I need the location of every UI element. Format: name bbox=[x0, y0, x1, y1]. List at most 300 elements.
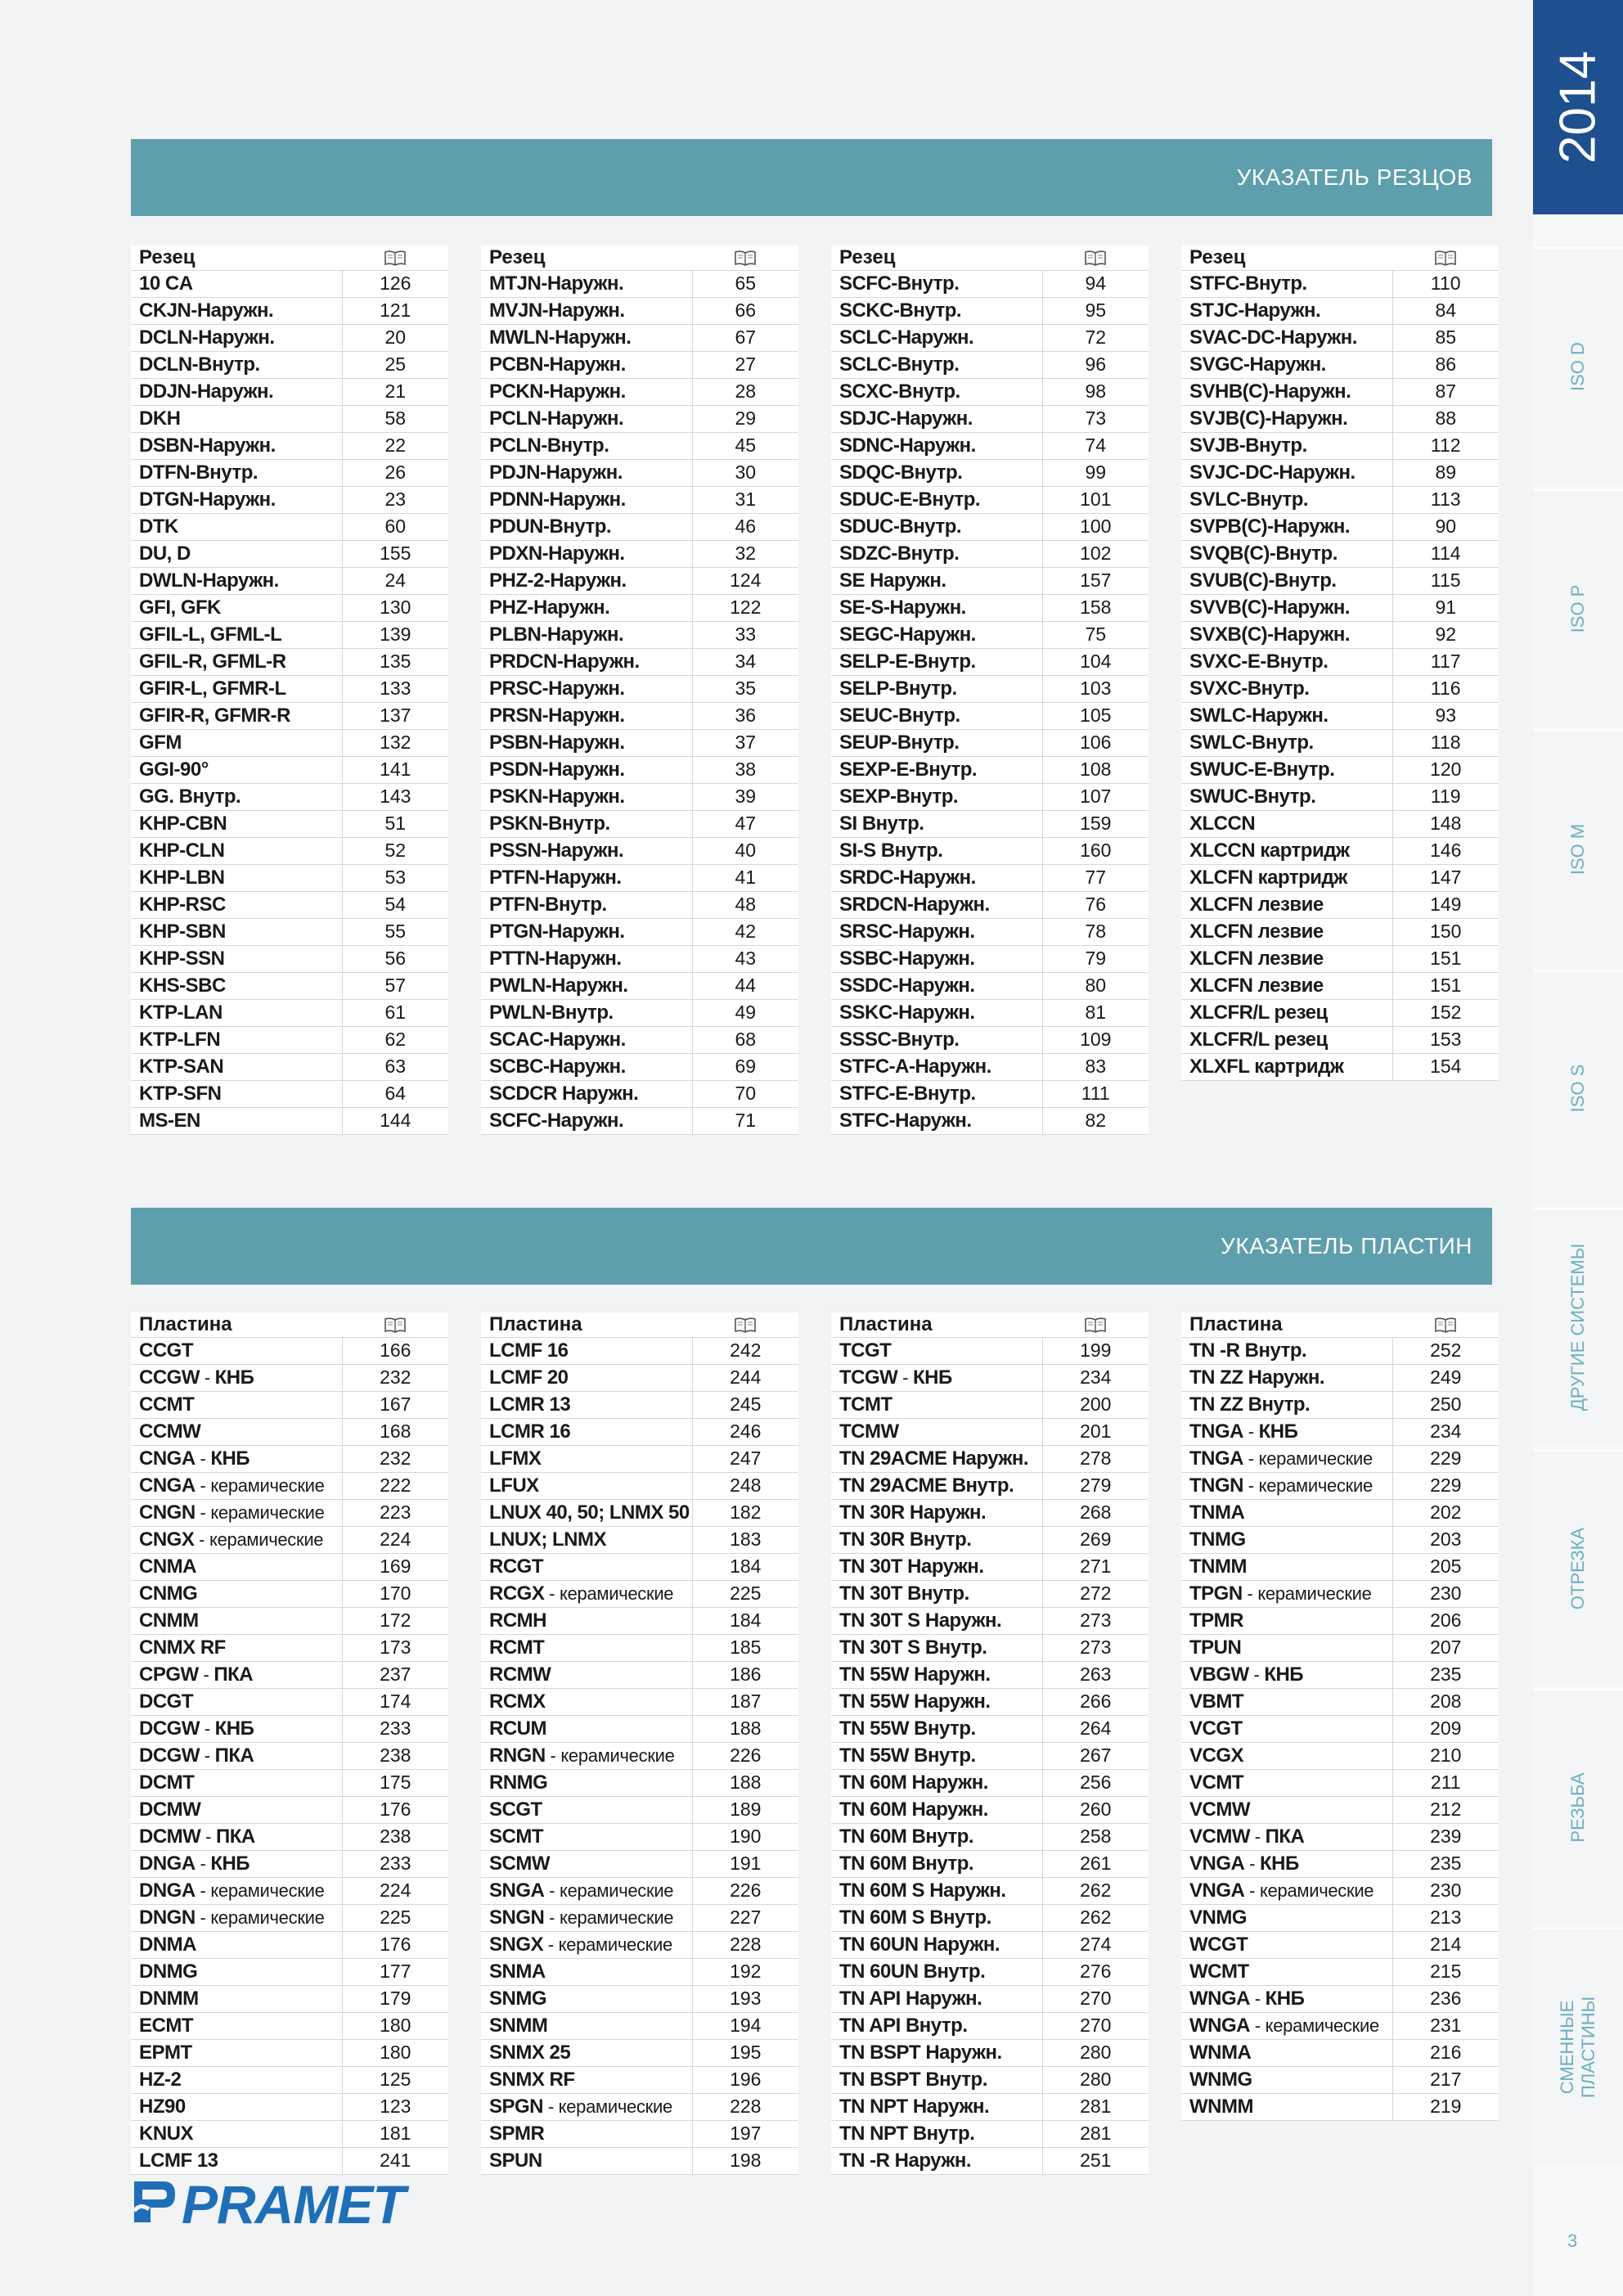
item-page: 232 bbox=[342, 1445, 448, 1472]
item-page: 41 bbox=[692, 864, 798, 891]
table-row bbox=[831, 1661, 1149, 1688]
table-row bbox=[831, 864, 1149, 891]
table-row bbox=[481, 540, 798, 567]
table-row bbox=[131, 945, 448, 972]
item-name: SRDC-Наружн. bbox=[831, 864, 1042, 891]
table-row bbox=[831, 1053, 1149, 1080]
item-name: SDQC-Внутр. bbox=[831, 459, 1042, 486]
column-header: Резец bbox=[1181, 245, 1392, 270]
table-row bbox=[131, 297, 448, 324]
item-page: 269 bbox=[1042, 1526, 1149, 1553]
item-page: 219 bbox=[1392, 2093, 1499, 2120]
item-name: CNMA bbox=[131, 1553, 342, 1580]
sidebar bbox=[1533, 0, 1623, 2296]
item-page: 30 bbox=[692, 459, 798, 486]
table-row bbox=[1181, 513, 1499, 540]
table-row bbox=[481, 405, 798, 432]
table-row bbox=[131, 1769, 448, 1796]
table-row bbox=[831, 2147, 1149, 2174]
item-name: DSBN-Наружн. bbox=[131, 432, 342, 459]
sidebar-tab-7[interactable] bbox=[1533, 1928, 1623, 2165]
table-row bbox=[831, 1715, 1149, 1742]
item-page: 84 bbox=[1392, 297, 1499, 324]
insert-index-banner bbox=[131, 1208, 1492, 1285]
item-name: TN 30R Наружн. bbox=[831, 1499, 1042, 1526]
book-icon bbox=[692, 245, 798, 270]
item-name: TN 60M S Внутр. bbox=[831, 1904, 1042, 1931]
item-page: 181 bbox=[342, 2120, 448, 2147]
item-name: PDXN-Наружн. bbox=[481, 540, 692, 567]
table-row bbox=[831, 648, 1149, 675]
item-name: XLXFL картридж bbox=[1181, 1053, 1392, 1080]
item-name: SSSC-Внутр. bbox=[831, 1026, 1042, 1053]
item-page: 36 bbox=[692, 702, 798, 729]
table-row bbox=[131, 2147, 448, 2174]
item-name: SDUC-E-Внутр. bbox=[831, 486, 1042, 513]
item-material: керамические bbox=[560, 1745, 675, 1766]
item-name: SELP-Внутр. bbox=[831, 675, 1042, 702]
item-name: SEUP-Внутр. bbox=[831, 729, 1042, 756]
item-page: 78 bbox=[1042, 918, 1149, 945]
item-name: MVJN-Наружн. bbox=[481, 297, 692, 324]
item-page: 228 bbox=[692, 2093, 798, 2120]
item-name: XLCFN лезвие bbox=[1181, 918, 1392, 945]
item-page: 55 bbox=[342, 918, 448, 945]
item-page: 167 bbox=[342, 1391, 448, 1418]
table-row bbox=[481, 621, 798, 648]
table-row bbox=[131, 1472, 448, 1499]
item-name: XLCFR/L резец bbox=[1181, 999, 1392, 1026]
item-page: 180 bbox=[342, 2012, 448, 2039]
item-name: GGI-90° bbox=[131, 756, 342, 783]
year-label: 2014 bbox=[1549, 51, 1607, 164]
item-name: SVPB(C)-Наружн. bbox=[1181, 513, 1392, 540]
item-name: DCGW - ПКА bbox=[131, 1742, 342, 1769]
sidebar-tab-label: ISO S bbox=[1567, 1064, 1588, 1113]
table-row bbox=[1181, 1634, 1499, 1661]
item-name: TCGT bbox=[831, 1337, 1042, 1364]
item-page: 123 bbox=[342, 2093, 448, 2120]
table-row bbox=[481, 837, 798, 864]
item-page: 281 bbox=[1042, 2093, 1149, 2120]
table-row bbox=[131, 783, 448, 810]
item-page: 168 bbox=[342, 1418, 448, 1445]
item-page: 113 bbox=[1392, 486, 1499, 513]
item-page: 279 bbox=[1042, 1472, 1149, 1499]
item-page: 226 bbox=[692, 1877, 798, 1904]
item-name: XLCFN лезвие bbox=[1181, 945, 1392, 972]
item-page: 43 bbox=[692, 945, 798, 972]
item-page: 272 bbox=[1042, 1580, 1149, 1607]
item-name: 10 CA bbox=[131, 270, 342, 297]
table-row bbox=[831, 1026, 1149, 1053]
item-name: TN 60UN Наружн. bbox=[831, 1931, 1042, 1958]
table-row bbox=[1181, 1769, 1499, 1796]
table-row bbox=[831, 702, 1149, 729]
item-page: 271 bbox=[1042, 1553, 1149, 1580]
table-row bbox=[831, 432, 1149, 459]
item-page: 276 bbox=[1042, 1958, 1149, 1985]
table-row bbox=[481, 2066, 798, 2093]
table-row bbox=[1181, 270, 1499, 297]
item-page: 273 bbox=[1042, 1607, 1149, 1634]
table-row bbox=[481, 297, 798, 324]
item-name: VCMW - ПКА bbox=[1181, 1823, 1392, 1850]
item-name: TN 60M S Наружн. bbox=[831, 1877, 1042, 1904]
item-name: TNMG bbox=[1181, 1526, 1392, 1553]
table-row bbox=[481, 1418, 798, 1445]
item-name: KTP-LFN bbox=[131, 1026, 342, 1053]
item-material: керамические bbox=[558, 2096, 672, 2117]
item-material: КНБ bbox=[1258, 1420, 1298, 1443]
item-page: 211 bbox=[1392, 1769, 1499, 1796]
item-name: DTFN-Внутр. bbox=[131, 459, 342, 486]
column-header: Пластина bbox=[131, 1312, 342, 1337]
table-row bbox=[131, 999, 448, 1026]
table-row bbox=[131, 1337, 448, 1364]
item-page: 278 bbox=[1042, 1445, 1149, 1472]
item-name: SVQB(C)-Внутр. bbox=[1181, 540, 1392, 567]
item-page: 51 bbox=[342, 810, 448, 837]
item-page: 23 bbox=[342, 486, 448, 513]
item-name: SWUC-Внутр. bbox=[1181, 783, 1392, 810]
table-row bbox=[1181, 1364, 1499, 1391]
table-row bbox=[131, 1742, 448, 1769]
item-page: 202 bbox=[1392, 1499, 1499, 1526]
item-page: 160 bbox=[1042, 837, 1149, 864]
table-row bbox=[481, 351, 798, 378]
item-name: MS-EN bbox=[131, 1107, 342, 1134]
table-row bbox=[831, 1877, 1149, 1904]
item-name: PDNN-Наружн. bbox=[481, 486, 692, 513]
table-row bbox=[831, 837, 1149, 864]
item-material: керамические bbox=[560, 1582, 674, 1604]
table-row bbox=[831, 270, 1149, 297]
table-row bbox=[481, 432, 798, 459]
item-page: 207 bbox=[1392, 1634, 1499, 1661]
item-name: DKH bbox=[131, 405, 342, 432]
table-row bbox=[1181, 702, 1499, 729]
item-name: SE-S-Наружн. bbox=[831, 594, 1042, 621]
item-material: ПКА bbox=[214, 1744, 254, 1767]
table-row bbox=[481, 918, 798, 945]
item-name: SEGC-Наружн. bbox=[831, 621, 1042, 648]
item-name: SVAC-DC-Наружн. bbox=[1181, 324, 1392, 351]
table-row bbox=[1181, 1850, 1499, 1877]
item-name: PRSC-Наружн. bbox=[481, 675, 692, 702]
item-name: DWLN-Наружн. bbox=[131, 567, 342, 594]
cutter-index-banner bbox=[131, 139, 1492, 216]
item-page: 270 bbox=[1042, 1985, 1149, 2012]
item-page: 137 bbox=[342, 702, 448, 729]
item-page: 126 bbox=[342, 270, 448, 297]
table-row bbox=[131, 1526, 448, 1553]
item-name: LCMR 16 bbox=[481, 1418, 692, 1445]
table-row bbox=[1181, 1607, 1499, 1634]
item-name: SVXB(C)-Наружн. bbox=[1181, 621, 1392, 648]
table-row bbox=[1181, 405, 1499, 432]
table-row bbox=[481, 567, 798, 594]
item-name: SEUC-Внутр. bbox=[831, 702, 1042, 729]
item-name: CNMG bbox=[131, 1580, 342, 1607]
item-name: TNMM bbox=[1181, 1553, 1392, 1580]
item-page: 234 bbox=[1042, 1364, 1149, 1391]
item-page: 114 bbox=[1392, 540, 1499, 567]
table-row bbox=[1181, 2039, 1499, 2066]
item-page: 182 bbox=[692, 1499, 798, 1526]
item-page: 169 bbox=[342, 1553, 448, 1580]
table-row bbox=[831, 2012, 1149, 2039]
item-name: TN ZZ Наружн. bbox=[1181, 1364, 1392, 1391]
item-name: DNGA - керамические bbox=[131, 1877, 342, 1904]
item-name: SPMR bbox=[481, 2120, 692, 2147]
item-page: 139 bbox=[342, 621, 448, 648]
table-row bbox=[831, 675, 1149, 702]
item-name: SCAC-Наружн. bbox=[481, 1026, 692, 1053]
item-name: PTTN-Наружн. bbox=[481, 945, 692, 972]
table-row bbox=[1181, 756, 1499, 783]
table-row bbox=[831, 1607, 1149, 1634]
item-page: 206 bbox=[1392, 1607, 1499, 1634]
table-row bbox=[831, 783, 1149, 810]
table-row bbox=[131, 1877, 448, 1904]
item-page: 250 bbox=[1392, 1391, 1499, 1418]
item-name: SNMA bbox=[481, 1958, 692, 1985]
table-row bbox=[831, 540, 1149, 567]
item-name: TPMR bbox=[1181, 1607, 1392, 1634]
item-name: PRSN-Наружн. bbox=[481, 702, 692, 729]
cutters-column bbox=[831, 245, 1149, 1135]
item-name: TN 60M Наружн. bbox=[831, 1796, 1042, 1823]
item-name: SVXC-E-Внутр. bbox=[1181, 648, 1392, 675]
table-row bbox=[1181, 1823, 1499, 1850]
item-material: КНБ bbox=[912, 1366, 952, 1389]
item-name: GFIR-R, GFMR-R bbox=[131, 702, 342, 729]
item-page: 186 bbox=[692, 1661, 798, 1688]
table-row bbox=[1181, 1688, 1499, 1715]
item-page: 224 bbox=[342, 1526, 448, 1553]
item-name: CCMW bbox=[131, 1418, 342, 1445]
item-page: 21 bbox=[342, 378, 448, 405]
item-name: TN 55W Внутр. bbox=[831, 1742, 1042, 1769]
item-page: 187 bbox=[692, 1688, 798, 1715]
table-row bbox=[131, 1499, 448, 1526]
item-name: SELP-E-Внутр. bbox=[831, 648, 1042, 675]
table-row bbox=[131, 621, 448, 648]
item-name: SWLC-Наружн. bbox=[1181, 702, 1392, 729]
sidebar-tab-label: ISO D bbox=[1567, 342, 1588, 391]
item-material: керамические bbox=[1258, 1474, 1373, 1496]
item-page: 58 bbox=[342, 405, 448, 432]
item-name: SNGA - керамические bbox=[481, 1877, 692, 1904]
item-name: TNGN - керамические bbox=[1181, 1472, 1392, 1499]
item-name: SWUC-E-Внутр. bbox=[1181, 756, 1392, 783]
book-icon bbox=[1392, 245, 1499, 270]
item-name: PRDCN-Наружн. bbox=[481, 648, 692, 675]
item-name: SCMW bbox=[481, 1850, 692, 1877]
table-row bbox=[831, 1526, 1149, 1553]
item-page: 73 bbox=[1042, 405, 1149, 432]
table-row bbox=[831, 378, 1149, 405]
item-page: 247 bbox=[692, 1445, 798, 1472]
table-row bbox=[1181, 864, 1499, 891]
table-row bbox=[131, 810, 448, 837]
item-material: керамические bbox=[209, 1528, 324, 1550]
column-header: Резец bbox=[831, 245, 1042, 270]
pramet-logo bbox=[131, 2174, 405, 2235]
item-name: SVJC-DC-Наружн. bbox=[1181, 459, 1392, 486]
item-name: TN 55W Наружн. bbox=[831, 1688, 1042, 1715]
table-row bbox=[131, 1553, 448, 1580]
cutters-column bbox=[481, 245, 798, 1135]
pramet-logo-text: PRAMET bbox=[182, 2174, 405, 2235]
table-row bbox=[481, 1850, 798, 1877]
table-row bbox=[831, 729, 1149, 756]
item-name: TN BSPT Наружн. bbox=[831, 2039, 1042, 2066]
item-page: 226 bbox=[692, 1742, 798, 1769]
item-name: DNGN - керамические bbox=[131, 1904, 342, 1931]
item-page: 159 bbox=[1042, 810, 1149, 837]
item-name: CNMM bbox=[131, 1607, 342, 1634]
table-row bbox=[831, 2039, 1149, 2066]
item-page: 38 bbox=[692, 756, 798, 783]
item-page: 151 bbox=[1392, 972, 1499, 999]
item-page: 121 bbox=[342, 297, 448, 324]
sidebar-tab-5[interactable] bbox=[1533, 1450, 1623, 1686]
item-name: KHP-CLN bbox=[131, 837, 342, 864]
item-page: 157 bbox=[1042, 567, 1149, 594]
item-material: КНБ bbox=[210, 1447, 250, 1470]
item-name: TN 60UN Внутр. bbox=[831, 1958, 1042, 1985]
item-name: SCMT bbox=[481, 1823, 692, 1850]
table-row bbox=[481, 459, 798, 486]
table-row bbox=[1181, 2066, 1499, 2093]
item-page: 245 bbox=[692, 1391, 798, 1418]
item-page: 194 bbox=[692, 2012, 798, 2039]
item-name: LCMF 16 bbox=[481, 1337, 692, 1364]
item-page: 234 bbox=[1392, 1418, 1499, 1445]
item-name: CKJN-Наружн. bbox=[131, 297, 342, 324]
table-row bbox=[481, 729, 798, 756]
item-page: 85 bbox=[1392, 324, 1499, 351]
item-name: KHP-RSC bbox=[131, 891, 342, 918]
item-name: PTFN-Внутр. bbox=[481, 891, 692, 918]
sidebar-tab-2[interactable] bbox=[1533, 730, 1623, 967]
table-row bbox=[831, 1391, 1149, 1418]
item-page: 118 bbox=[1392, 729, 1499, 756]
item-page: 81 bbox=[1042, 999, 1149, 1026]
item-page: 235 bbox=[1392, 1850, 1499, 1877]
item-page: 143 bbox=[342, 783, 448, 810]
item-page: 27 bbox=[692, 351, 798, 378]
item-name: HZ90 bbox=[131, 2093, 342, 2120]
sidebar-tab-0[interactable] bbox=[1533, 247, 1623, 484]
item-name: TN NPT Наружн. bbox=[831, 2093, 1042, 2120]
sidebar-tab-4[interactable] bbox=[1533, 1208, 1623, 1445]
table-row bbox=[481, 1553, 798, 1580]
item-page: 56 bbox=[342, 945, 448, 972]
item-name: PCBN-Наружн. bbox=[481, 351, 692, 378]
item-name: SCLC-Внутр. bbox=[831, 351, 1042, 378]
item-page: 223 bbox=[342, 1499, 448, 1526]
table-row bbox=[481, 513, 798, 540]
item-name: SDUC-Внутр. bbox=[831, 513, 1042, 540]
item-page: 173 bbox=[342, 1634, 448, 1661]
table-row bbox=[481, 891, 798, 918]
item-name: PSBN-Наружн. bbox=[481, 729, 692, 756]
item-name: KHS-SBC bbox=[131, 972, 342, 999]
item-name: RCUM bbox=[481, 1715, 692, 1742]
table-row bbox=[481, 1715, 798, 1742]
item-page: 236 bbox=[1392, 1985, 1499, 2012]
item-name: TCGW - КНБ bbox=[831, 1364, 1042, 1391]
table-row bbox=[481, 1472, 798, 1499]
table-row bbox=[481, 648, 798, 675]
table-row bbox=[1181, 621, 1499, 648]
item-page: 153 bbox=[1392, 1026, 1499, 1053]
table-row bbox=[131, 1634, 448, 1661]
item-name: SSBC-Наружн. bbox=[831, 945, 1042, 972]
item-page: 230 bbox=[1392, 1580, 1499, 1607]
book-icon bbox=[1042, 1312, 1149, 1337]
item-material: керамические bbox=[1265, 2015, 1379, 2036]
table-row bbox=[481, 1607, 798, 1634]
sidebar-tab-3[interactable] bbox=[1533, 970, 1623, 1204]
item-name: PSKN-Наружн. bbox=[481, 783, 692, 810]
item-page: 62 bbox=[342, 1026, 448, 1053]
item-page: 57 bbox=[342, 972, 448, 999]
table-row bbox=[131, 513, 448, 540]
item-page: 24 bbox=[342, 567, 448, 594]
item-page: 34 bbox=[692, 648, 798, 675]
item-page: 225 bbox=[692, 1580, 798, 1607]
item-page: 105 bbox=[1042, 702, 1149, 729]
sidebar-tab-1[interactable] bbox=[1533, 489, 1623, 727]
item-name: GFIR-L, GFMR-L bbox=[131, 675, 342, 702]
table-row bbox=[1181, 1931, 1499, 1958]
item-page: 184 bbox=[692, 1553, 798, 1580]
table-row bbox=[1181, 1742, 1499, 1769]
table-row bbox=[131, 1688, 448, 1715]
item-page: 149 bbox=[1392, 891, 1499, 918]
table-row bbox=[481, 1445, 798, 1472]
item-name: MWLN-Наружн. bbox=[481, 324, 692, 351]
item-page: 229 bbox=[1392, 1472, 1499, 1499]
item-page: 212 bbox=[1392, 1796, 1499, 1823]
item-name: SSDC-Наружн. bbox=[831, 972, 1042, 999]
item-page: 191 bbox=[692, 1850, 798, 1877]
item-page: 69 bbox=[692, 1053, 798, 1080]
table-row bbox=[831, 513, 1149, 540]
table-row bbox=[1181, 810, 1499, 837]
item-name: SVXC-Внутр. bbox=[1181, 675, 1392, 702]
item-name: PSDN-Наружн. bbox=[481, 756, 692, 783]
item-name: DCLN-Наружн. bbox=[131, 324, 342, 351]
item-page: 148 bbox=[1392, 810, 1499, 837]
table-row bbox=[481, 810, 798, 837]
item-page: 176 bbox=[342, 1796, 448, 1823]
item-page: 132 bbox=[342, 729, 448, 756]
item-name: KTP-SFN bbox=[131, 1080, 342, 1107]
table-row bbox=[131, 972, 448, 999]
item-page: 196 bbox=[692, 2066, 798, 2093]
item-name: LNUX; LNMX bbox=[481, 1526, 692, 1553]
table-row bbox=[481, 1026, 798, 1053]
sidebar-tab-6[interactable] bbox=[1533, 1689, 1623, 1925]
item-name: XLCFR/L резец bbox=[1181, 1026, 1392, 1053]
item-material: КНБ bbox=[214, 1717, 254, 1740]
table-row bbox=[131, 837, 448, 864]
